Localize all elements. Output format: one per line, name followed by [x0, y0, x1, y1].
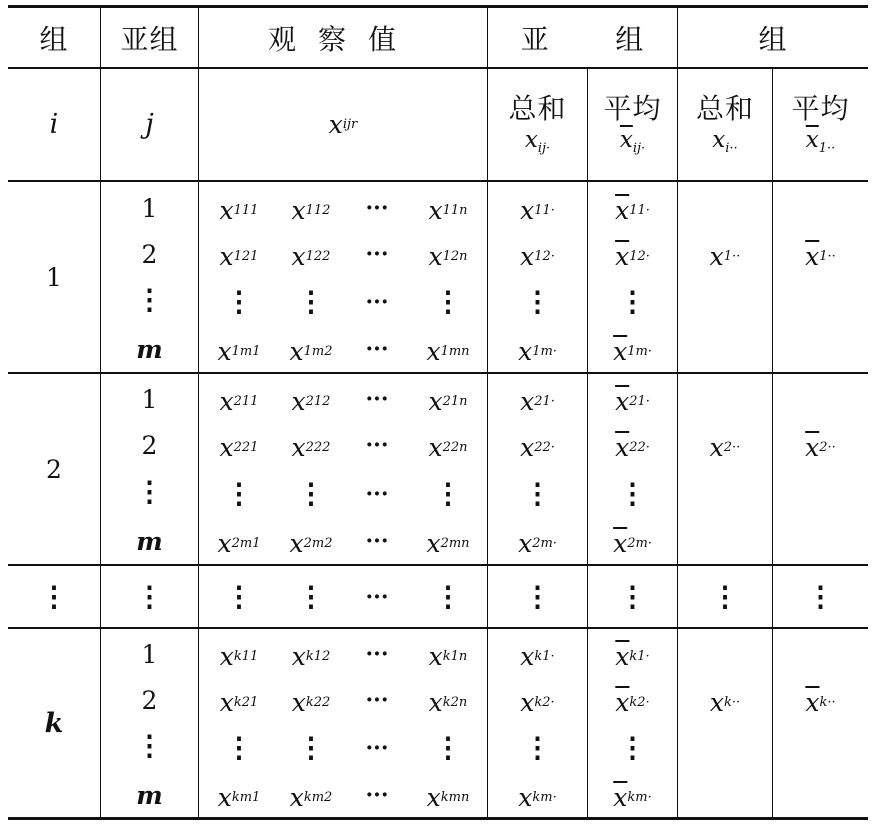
header-sub-sum-sym: $x_{ij\cdot}$ [524, 127, 551, 157]
group-label-k: k [44, 707, 64, 739]
ellipsis-vdots: ⋮ [523, 579, 552, 613]
group-mean: $\overline{x}$ 2·· [805, 432, 836, 462]
obs-ellipsis: ··· [365, 782, 389, 808]
sub-mean: $\overline{x}$ 22· [615, 432, 650, 462]
obs-vdots: ⋮ [434, 731, 462, 764]
sub-j: 2 [141, 430, 158, 460]
obs: x 122 [291, 241, 331, 271]
obs-ellipsis: ··· [365, 241, 389, 267]
bottom-rule [8, 817, 868, 820]
header-group-summary: 组 [758, 22, 788, 56]
obs: x 2mn [426, 528, 470, 558]
obs-vdots: ⋮ [434, 477, 462, 510]
obs-vdots: ⋮ [297, 477, 325, 510]
sub-sum: x k2· [520, 687, 555, 717]
group-mean: $\overline{x}$ 1·· [805, 241, 836, 271]
obs: x k21 [219, 687, 259, 717]
header-rule-2 [8, 180, 868, 182]
group-sum: x 2·· [709, 432, 741, 462]
header-i: i [49, 109, 59, 140]
header-group-sum-sym: $x_{i\cdot\cdot}$ [712, 127, 738, 157]
obs-ellipsis: ··· [365, 481, 389, 507]
obs-vdots: ⋮ [297, 285, 325, 318]
sub-j: 1 [141, 384, 158, 414]
header-group-sum [678, 69, 772, 180]
sub-sum: x 22· [520, 432, 555, 462]
obs: x 2m2 [289, 528, 333, 558]
obs: x 1m2 [289, 336, 333, 366]
header-j: j [145, 109, 154, 140]
ellipsis-vdots: ⋮ [225, 579, 253, 613]
obs-vdots: ⋮ [225, 285, 253, 318]
header-subgroup-summary [488, 8, 677, 67]
sub-mean: $\overline{x}$ k2· [615, 687, 650, 717]
obs-ellipsis: ··· [365, 735, 389, 761]
header-observations: 观察值 [267, 22, 418, 56]
sub-j: ⋮ [135, 475, 164, 508]
sub-sum: x km· [518, 782, 557, 812]
group-label-2: 2 [46, 454, 62, 484]
sub-j: 2 [141, 685, 158, 715]
sub-mean: $\overline{x}$ 12· [615, 241, 650, 271]
header-group: 组 [39, 22, 69, 56]
obs: x 211 [219, 386, 259, 416]
obs-ellipsis: ··· [365, 641, 389, 667]
header-subgroup-summary-b: 组 [615, 22, 645, 56]
header-group-mean-label: 平均 [791, 92, 850, 126]
obs: x 1m1 [217, 336, 261, 366]
obs: x km1 [217, 782, 261, 812]
sub-j: m [136, 334, 163, 364]
obs: x 21n [428, 386, 468, 416]
obs: x k2n [428, 687, 468, 717]
sub-sum: x 11· [520, 195, 555, 225]
header-subgroup: 亚组 [120, 22, 179, 56]
header-subgroup-summary-a: 亚 [520, 22, 550, 56]
obs: x 222 [291, 432, 331, 462]
header-sub-sum [488, 69, 587, 180]
header-group-mean-sym: $\overline{x}_{1\cdot\cdot}$ [805, 127, 836, 157]
sub-j: ⋮ [135, 283, 164, 316]
ellipsis-vdots: ⋮ [135, 579, 164, 613]
obs-ellipsis: ··· [365, 386, 389, 412]
obs: x 221 [219, 432, 259, 462]
obs-ellipsis: ··· [365, 195, 389, 221]
header-group-mean [773, 69, 868, 180]
header-sub-mean [588, 69, 677, 180]
sub-j: m [136, 780, 163, 810]
sub-j: m [136, 526, 163, 556]
block-rule-3 [8, 627, 868, 629]
sub-sum: x 1m· [518, 336, 557, 366]
header-sub-mean-label: 平均 [603, 92, 662, 126]
sub-mean-vdots: ⋮ [618, 285, 647, 318]
obs: x k22 [291, 687, 331, 717]
sub-sum-vdots: ⋮ [523, 731, 552, 764]
obs: x 11n [428, 195, 468, 225]
obs-ellipsis: ··· [365, 528, 389, 554]
sub-j: 1 [141, 639, 158, 669]
ellipsis-dots: ··· [365, 583, 389, 610]
header-sub-sum-label: 总和 [508, 92, 567, 126]
sub-mean: $\overline{x}$ km· [613, 782, 652, 812]
obs-vdots: ⋮ [225, 477, 253, 510]
header-group-sum-label: 总和 [695, 92, 754, 126]
obs: x 22n [428, 432, 468, 462]
sub-sum: x 12· [520, 241, 555, 271]
sub-j: 2 [141, 239, 158, 269]
obs: x km2 [289, 782, 333, 812]
sub-mean: $\overline{x}$ k1· [615, 641, 650, 671]
group-sum: x k·· [709, 687, 741, 717]
obs: x 212 [291, 386, 331, 416]
sub-mean: $\overline{x}$ 11· [615, 195, 650, 225]
header-xijr: x ijr [328, 110, 358, 139]
sub-sum: x k1· [520, 641, 555, 671]
ellipsis-vdots: ⋮ [618, 579, 647, 613]
ellipsis-vdots: ⋮ [711, 579, 739, 613]
sub-sum-vdots: ⋮ [523, 477, 552, 510]
obs: x kmn [426, 782, 470, 812]
obs-vdots: ⋮ [297, 731, 325, 764]
obs-vdots: ⋮ [434, 285, 462, 318]
obs: x 111 [219, 195, 259, 225]
header-sub-mean-sym: $\overline{x}_{ij\cdot}$ [619, 127, 646, 157]
block-rule-1 [8, 372, 868, 374]
sub-mean: $\overline{x}$ 1m· [613, 336, 652, 366]
obs-vdots: ⋮ [225, 731, 253, 764]
sub-mean: $\overline{x}$ 21· [615, 386, 650, 416]
obs: x 121 [219, 241, 259, 271]
sub-mean-vdots: ⋮ [618, 731, 647, 764]
ellipsis-vdots: ⋮ [40, 579, 68, 613]
ellipsis-vdots: ⋮ [806, 579, 835, 613]
sub-j: 1 [141, 193, 158, 223]
group-label-1: 1 [46, 262, 62, 292]
obs-ellipsis: ··· [365, 336, 389, 362]
obs-ellipsis: ··· [365, 687, 389, 713]
obs-ellipsis: ··· [365, 432, 389, 458]
sub-mean-vdots: ⋮ [618, 477, 647, 510]
obs: x 1mn [426, 336, 470, 366]
sub-mean: $\overline{x}$ 2m· [613, 528, 652, 558]
ellipsis-vdots: ⋮ [297, 579, 325, 613]
ellipsis-vdots: ⋮ [434, 579, 462, 613]
sub-j: ⋮ [135, 729, 164, 762]
obs: x 2m1 [217, 528, 261, 558]
obs: x k1n [428, 641, 468, 671]
obs: x k12 [291, 641, 331, 671]
obs: x 12n [428, 241, 468, 271]
sub-sum: x 2m· [518, 528, 557, 558]
sub-sum-vdots: ⋮ [523, 285, 552, 318]
group-sum: x 1·· [709, 241, 741, 271]
group-mean: $\overline{x}$ k·· [805, 687, 836, 717]
obs: x 112 [291, 195, 331, 225]
obs: x k11 [219, 641, 259, 671]
obs-ellipsis: ··· [365, 289, 389, 315]
sub-sum: x 21· [520, 386, 555, 416]
